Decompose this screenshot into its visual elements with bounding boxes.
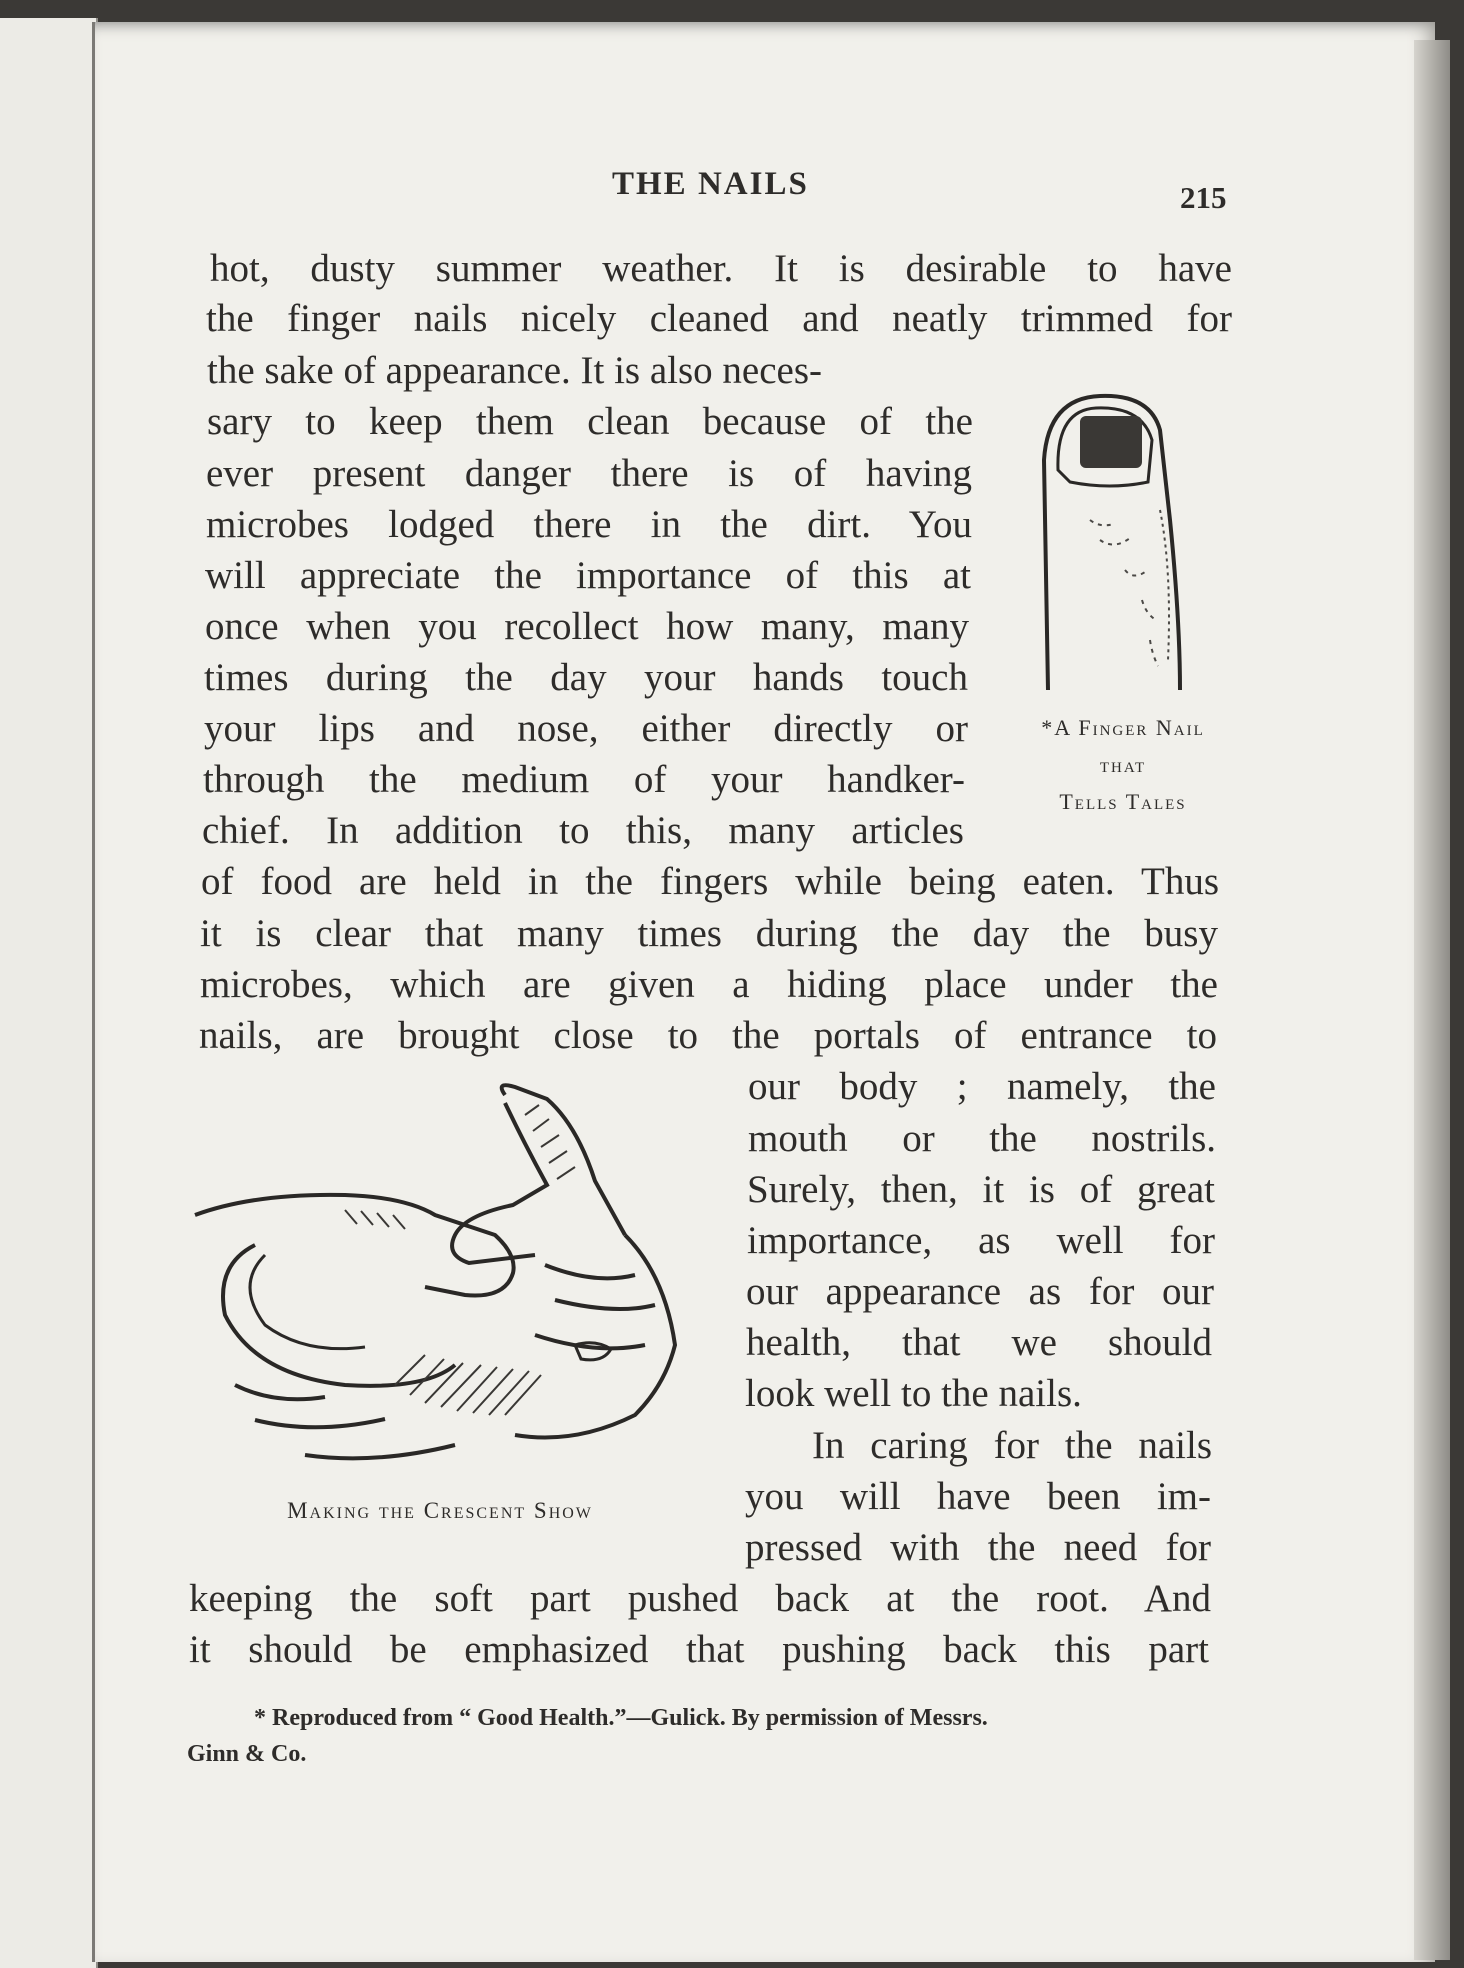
fingernail-caption-line-1: *A Finger Nail [1041,715,1205,740]
body-line-7: will appreciate the importance of this at [205,554,971,597]
fingernail-caption-line-2: that [1099,752,1147,777]
body-line-24: In caring for the nails [812,1424,1212,1467]
body-line-8: once when you recollect how many, many [205,605,969,648]
body-line-19: Surely, then, it is of great [747,1168,1215,1211]
body-line-11: through the medium of your handker- [203,758,965,801]
body-line-18: mouth or the nostrils. [748,1117,1216,1160]
body-line-28: it should be emphasized that pushing back this part [189,1628,1209,1671]
fingernail-illustration [1030,390,1200,700]
body-line-6: microbes lodged there in the dirt. You [206,503,972,546]
body-line-25: you will have been im- [745,1475,1211,1518]
right-page-edge [1414,40,1450,1960]
running-head: THE NAILS [612,166,809,202]
fingernail-caption-line-3: Tells Tales [1059,789,1187,814]
body-line-20: importance, as well for [747,1219,1215,1262]
body-line-4: sary to keep them clean because of the [207,400,973,443]
body-line-23: look well to the nails. [745,1372,1082,1415]
page-number: 215 [1180,180,1227,215]
body-line-12: chief. In addition to this, many articles [202,809,964,852]
body-line-21: our appearance as for our [746,1270,1214,1313]
hands-illustration [195,1085,715,1485]
body-line-5: ever present danger there is of having [206,452,972,495]
body-line-13: of food are held in the fingers while being eaten. Thus [201,860,1219,903]
hands-caption: Making the Crescent Show [287,1498,593,1523]
footnote-line-1: * Reproduced from “ Good Health.”—Gulick. By permission of Messrs. [254,1705,988,1731]
body-line-1: hot, dusty summer weather. It is desirable to have [210,247,1232,290]
body-line-16: nails, are brought close to the portals of entrance to [199,1014,1217,1057]
body-line-2: the finger nails nicely cleaned and neatly trimmed for [206,297,1232,340]
body-line-14: it is clear that many times during the day the busy [200,912,1218,955]
body-line-10: your lips and nose, either directly or [204,707,968,750]
body-line-17: our body ; namely, the [748,1065,1216,1108]
body-line-22: health, that we should [746,1321,1212,1364]
body-line-26: pressed with the need for [745,1526,1211,1569]
body-line-27: keeping the soft part pushed back at the root. And [189,1577,1211,1620]
left-page-edge [0,18,98,1968]
footnote-line-2: Ginn & Co. [187,1741,307,1767]
body-line-9: times during the day your hands touch [204,656,968,699]
body-line-3: the sake of appearance. It is also neces- [207,349,823,392]
body-line-15: microbes, which are given a hiding place under the [200,963,1218,1006]
